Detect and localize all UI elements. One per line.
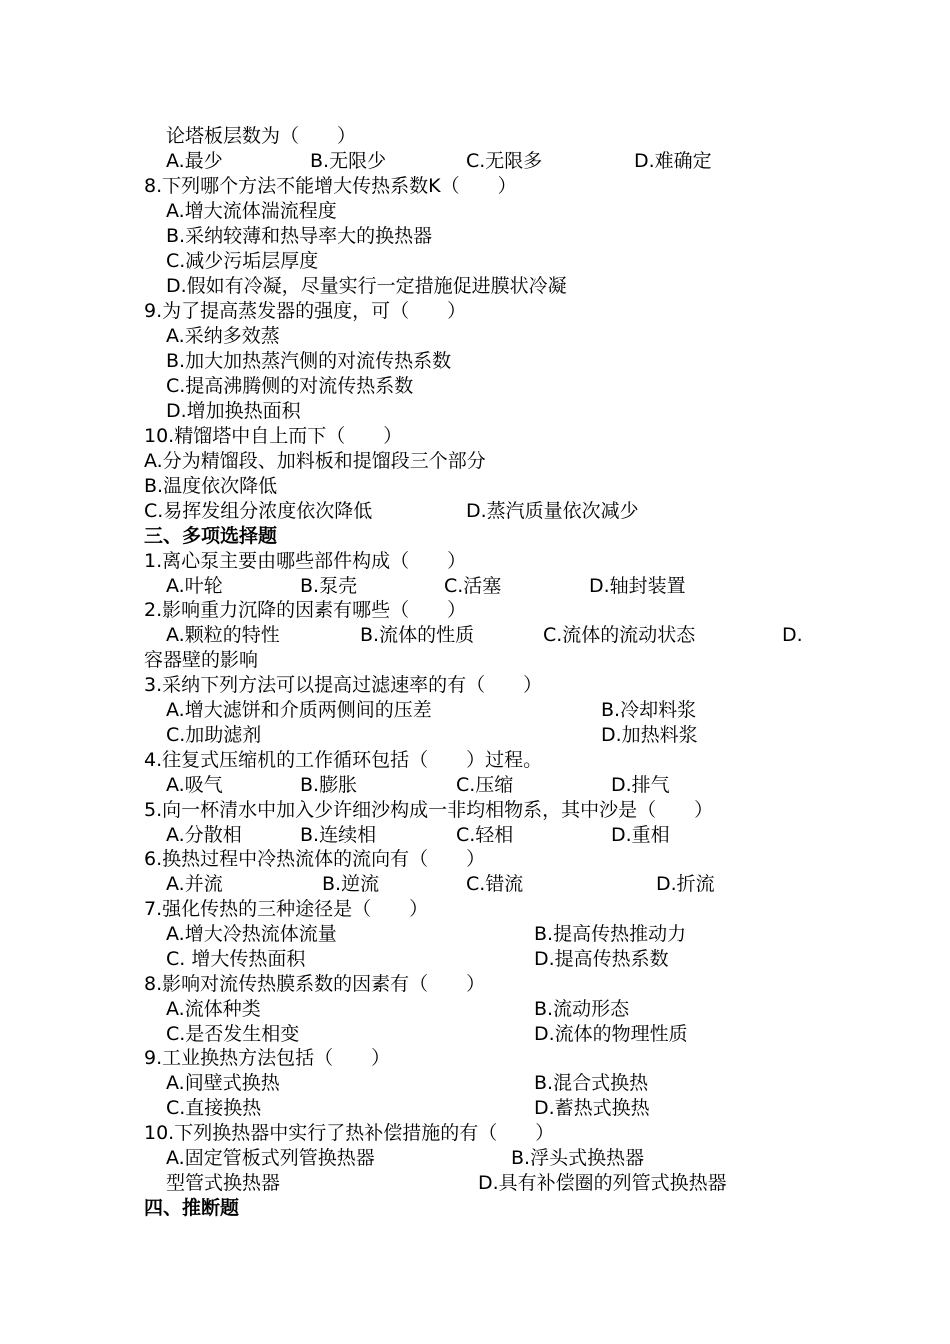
option-a: A.增大冷热流体流量 bbox=[166, 923, 337, 945]
option-c-fragment: 型管式换热器 bbox=[166, 1172, 281, 1194]
section-heading: 四、推断题 bbox=[144, 1197, 240, 1219]
option-d: D.重相 bbox=[611, 824, 670, 846]
option-c: C.减少污垢层厚度 bbox=[166, 250, 319, 272]
option-d: D.增加换热面积 bbox=[166, 400, 301, 422]
question-stem: 9.工业换热方法包括（ ） bbox=[144, 1047, 391, 1069]
option-d: D.蓄热式换热 bbox=[534, 1097, 650, 1119]
question-stem: 7.强化传热的三种途径是（ ） bbox=[144, 898, 429, 920]
option-c: C.错流 bbox=[466, 873, 524, 895]
question-stem: 6.换热过程中冷热流体的流向有（ ） bbox=[144, 848, 486, 870]
option-b: B.浮头式换热器 bbox=[511, 1147, 645, 1169]
option-b: B.提高传热推动力 bbox=[534, 923, 687, 945]
question-stem: 论塔板层数为（ ） bbox=[166, 125, 357, 147]
section-heading: 三、多项选择题 bbox=[144, 525, 278, 547]
question-stem: 4.往复式压缩机的工作循环包括（ ）过程。 bbox=[144, 749, 543, 771]
option-a: A.颗粒的特性 bbox=[166, 624, 280, 646]
question-stem: 10.精馏塔中自上而下（ ） bbox=[144, 425, 403, 447]
option-d: D.提高传热系数 bbox=[534, 948, 669, 970]
option-a: A.间壁式换热 bbox=[166, 1072, 280, 1094]
question-stem: 1.离心泵主要由哪些部件构成（ ） bbox=[144, 550, 467, 572]
option-b: B.泵壳 bbox=[300, 575, 358, 597]
option-b: B.无限少 bbox=[310, 150, 387, 172]
option-b: B.加大加热蒸汽侧的对流传热系数 bbox=[166, 350, 452, 372]
option-d: D.加热料浆 bbox=[601, 724, 698, 746]
option-b: B.冷却料浆 bbox=[601, 699, 697, 721]
option-a: A.增大滤饼和介质两侧间的压差 bbox=[166, 699, 432, 721]
question-stem: 2.影响重力沉降的因素有哪些（ ） bbox=[144, 599, 467, 621]
option-d: D.难确定 bbox=[634, 150, 712, 172]
option-d: D. bbox=[782, 624, 803, 646]
option-c: C.直接换热 bbox=[166, 1097, 262, 1119]
option-d: D.蒸汽质量依次减少 bbox=[466, 500, 639, 522]
option-c: C.易挥发组分浓度依次降低 bbox=[144, 500, 373, 522]
question-stem: 5.向一杯清水中加入少许细沙构成一非均相物系，其中沙是（ ） bbox=[144, 799, 714, 821]
option-b: B.混合式换热 bbox=[534, 1072, 649, 1094]
option-b: B.流动形态 bbox=[534, 998, 630, 1020]
option-a: A.采纳多效蒸 bbox=[166, 325, 280, 347]
option-c: C.是否发生相变 bbox=[166, 1023, 300, 1045]
question-stem: 8.下列哪个方法不能增大传热系数K（ ） bbox=[144, 175, 517, 197]
option-b: B.膨胀 bbox=[300, 774, 358, 796]
question-stem: 3.采纳下列方法可以提高过滤速率的有（ ） bbox=[144, 674, 543, 696]
option-c: C. 增大传热面积 bbox=[166, 948, 306, 970]
option-a: A.增大流体湍流程度 bbox=[166, 200, 337, 222]
option-c: C.加助滤剂 bbox=[166, 724, 262, 746]
option-a: A.叶轮 bbox=[166, 575, 223, 597]
option-c: C.流体的流动状态 bbox=[543, 624, 696, 646]
option-a: A.固定管板式列管换热器 bbox=[166, 1147, 375, 1169]
option-b: B.采纳较薄和热导率大的换热器 bbox=[166, 225, 433, 247]
option-a: A.最少 bbox=[166, 150, 223, 172]
option-a: A.吸气 bbox=[166, 774, 223, 796]
option-d: D.具有补偿圈的列管式换热器 bbox=[478, 1172, 727, 1194]
option-d: D.折流 bbox=[656, 873, 715, 895]
question-stem: 8.影响对流传热膜系数的因素有（ ） bbox=[144, 973, 486, 995]
option-c: C.轻相 bbox=[456, 824, 514, 846]
option-c: C.提高沸腾侧的对流传热系数 bbox=[166, 375, 414, 397]
option-d: D.假如有冷凝，尽量实行一定措施促进膜状冷凝 bbox=[166, 275, 567, 297]
option-d: D.流体的物理性质 bbox=[534, 1023, 688, 1045]
option-b: B.流体的性质 bbox=[360, 624, 475, 646]
option-b: B.逆流 bbox=[322, 873, 380, 895]
question-stem: 9.为了提高蒸发器的强度，可（ ） bbox=[144, 300, 467, 322]
option-b: B.温度依次降低 bbox=[144, 475, 278, 497]
option-c: C.压缩 bbox=[456, 774, 514, 796]
question-stem: 10.下列换热器中实行了热补偿措施的有（ ） bbox=[144, 1122, 555, 1144]
option-a: A.流体种类 bbox=[166, 998, 261, 1020]
option-c: C.活塞 bbox=[444, 575, 502, 597]
option-d-continued: 容器壁的影响 bbox=[144, 649, 259, 671]
option-d: D.排气 bbox=[611, 774, 670, 796]
option-b: B.连续相 bbox=[300, 824, 377, 846]
option-a: A.分散相 bbox=[166, 824, 242, 846]
option-c: C.无限多 bbox=[466, 150, 543, 172]
option-a: A.并流 bbox=[166, 873, 223, 895]
option-d: D.轴封装置 bbox=[589, 575, 686, 597]
option-a: A.分为精馏段、加料板和提馏段三个部分 bbox=[144, 450, 486, 472]
